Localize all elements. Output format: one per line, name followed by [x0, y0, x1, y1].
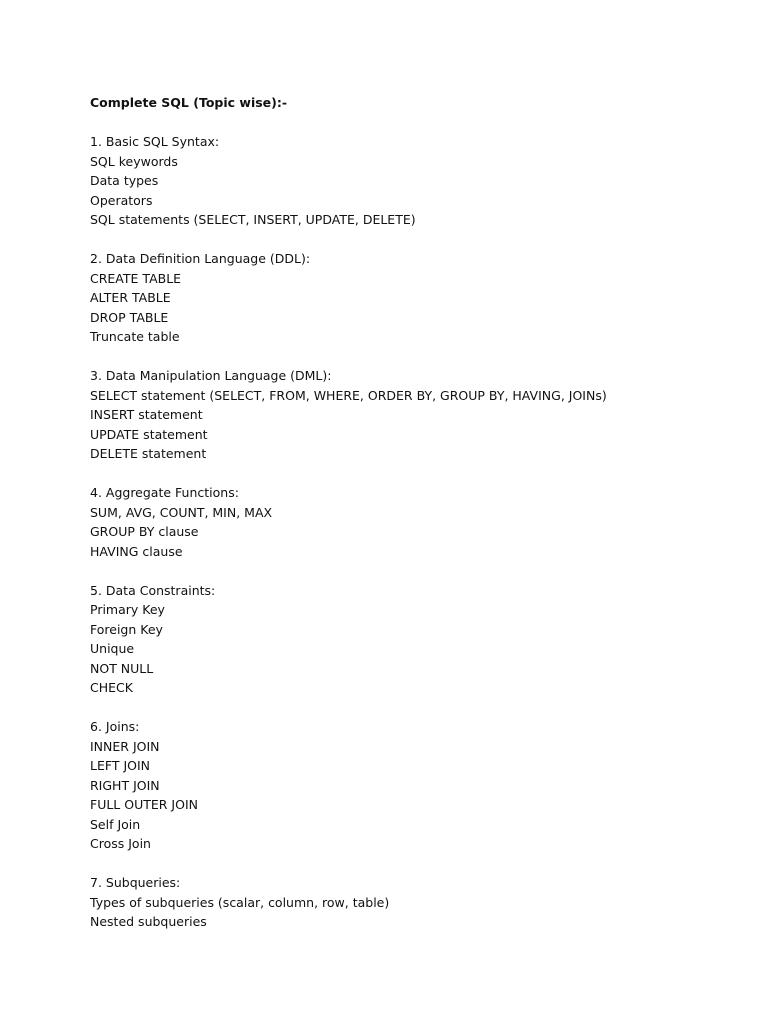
- section-item: INSERT statement: [90, 407, 203, 422]
- section-item: GROUP BY clause: [90, 524, 199, 539]
- section-item: LEFT JOIN: [90, 758, 151, 773]
- section-item: NOT NULL: [90, 660, 154, 676]
- section-item: ALTER TABLE: [90, 290, 171, 305]
- section-item: Unique: [90, 641, 135, 656]
- section-heading: 2. Data Definition Language (DDL):: [90, 251, 311, 266]
- section-item: SUM, AVG, COUNT, MIN, MAX: [90, 504, 273, 520]
- section-dml: [90, 366, 730, 464]
- section-item: Data types: [90, 173, 159, 188]
- section-data-constraints: [90, 581, 730, 698]
- section-item: RIGHT JOIN: [90, 777, 160, 793]
- section-item: INNER JOIN: [90, 738, 160, 754]
- section-item: Cross Join: [90, 836, 151, 851]
- section-item: HAVING clause: [90, 543, 183, 559]
- blank-line: [90, 113, 730, 133]
- document-page: [90, 93, 730, 932]
- section-heading: 5. Data Constraints:: [90, 582, 216, 598]
- section-item: Truncate table: [90, 329, 180, 344]
- section-item: Operators: [90, 192, 153, 208]
- section-ddl: [90, 249, 730, 347]
- blank-line: [90, 561, 730, 581]
- section-item: Types of subqueries (scalar, column, row, table): [90, 894, 390, 910]
- blank-line: [90, 230, 730, 250]
- blank-line: [90, 464, 730, 484]
- section-item: SQL keywords: [90, 153, 178, 169]
- section-heading: 6. Joins:: [90, 719, 140, 734]
- section-heading: 4. Aggregate Functions:: [90, 485, 239, 500]
- section-heading: 3. Data Manipulation Language (DML):: [90, 368, 332, 383]
- document-title: Complete SQL (Topic wise):-: [90, 95, 288, 110]
- section-item: SQL statements (SELECT, INSERT, UPDATE, DELETE): [90, 212, 416, 227]
- section-item: Foreign Key: [90, 621, 163, 637]
- section-heading: 7. Subqueries:: [90, 875, 181, 890]
- section-item: Self Join: [90, 816, 141, 832]
- section-item: FULL OUTER JOIN: [90, 797, 198, 812]
- section-item: Nested subqueries: [90, 914, 207, 929]
- section-item: UPDATE statement: [90, 426, 208, 442]
- section-basic-sql-syntax: [90, 132, 730, 230]
- section-subqueries: [90, 873, 730, 932]
- section-heading: 1. Basic SQL Syntax:: [90, 134, 220, 149]
- section-item: CHECK: [90, 680, 133, 695]
- section-joins: [90, 717, 730, 854]
- section-item: CREATE TABLE: [90, 270, 182, 286]
- blank-line: [90, 698, 730, 718]
- blank-line: [90, 854, 730, 874]
- section-item: Primary Key: [90, 602, 165, 617]
- section-item: DROP TABLE: [90, 309, 169, 325]
- blank-line: [90, 347, 730, 367]
- section-item: DELETE statement: [90, 446, 207, 461]
- section-aggregate-functions: [90, 483, 730, 561]
- section-item: SELECT statement (SELECT, FROM, WHERE, ORDER BY, GROUP BY, HAVING, JOINs): [90, 387, 607, 403]
